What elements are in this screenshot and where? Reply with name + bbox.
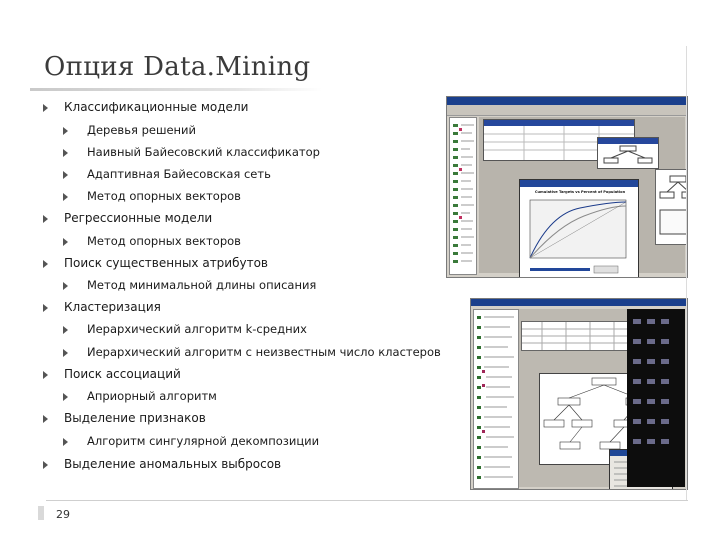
bullet-text: Поиск ассоциаций (64, 367, 181, 381)
sub-bullet-text: Априорный алгоритм (87, 389, 217, 403)
sub-bullet (87, 345, 441, 359)
sub-bullet-text: Алгоритм сингулярной декомпозиции (87, 434, 320, 448)
sub-bullet-text: Адаптивная Байесовская сеть (87, 167, 271, 181)
sub-bullet (87, 189, 241, 203)
sub-bullet (87, 234, 241, 248)
bullet-arrow-icon (63, 282, 68, 290)
sub-bullet (87, 322, 307, 336)
bullet-arrow-icon (63, 438, 68, 446)
bullet-arrow-icon (43, 215, 48, 223)
bullet-arrow-icon (63, 127, 68, 135)
bullet-arrow-icon (63, 171, 68, 179)
bullet-text: Выделение аномальных выбросов (64, 457, 282, 471)
data-grid-icon (522, 322, 640, 350)
navigator-tree-icon (450, 118, 476, 274)
bullet-arrow-icon (63, 149, 68, 157)
bullet-arrow-icon (63, 393, 68, 401)
tree-diagram-icon (598, 144, 658, 168)
sub-bullet (87, 167, 271, 181)
attribute-bars-icon (627, 309, 685, 487)
bullet-clustering (64, 300, 161, 314)
navigator-panel (449, 117, 477, 275)
sub-bullet (87, 123, 196, 137)
result-panel (655, 169, 688, 245)
sub-bullet (87, 389, 217, 403)
slide-title: Опция Data.Mining (44, 52, 311, 82)
lift-chart-window (519, 179, 639, 278)
page-number: 29 (56, 508, 70, 521)
result-tree-icon (656, 170, 688, 244)
app-toolbar (447, 105, 687, 116)
bullet-arrow-icon (63, 326, 68, 334)
workspace-area (479, 117, 685, 273)
bullet-classification (64, 100, 248, 114)
bullet-arrow-icon (43, 461, 48, 469)
bullet-regression (64, 211, 212, 225)
frame-divider (686, 46, 687, 500)
bullet-text: Поиск существенных атрибутов (64, 256, 268, 270)
footer-rule (46, 500, 688, 501)
bullet-associations (64, 367, 181, 381)
bullet-text: Классификационные модели (64, 100, 249, 114)
bullet-features (64, 411, 206, 425)
bullet-attributes (64, 256, 268, 270)
navigator-tree-icon (474, 310, 518, 488)
sub-bullet-text: Метод минимальной длины описания (87, 278, 317, 292)
app-titlebar (447, 97, 687, 105)
bullet-arrow-icon (63, 238, 68, 246)
bullet-text: Кластеризация (64, 300, 161, 314)
cluster-data-grid (521, 321, 641, 351)
sub-bullet-text: Наивный Байесовский классификатор (87, 145, 320, 159)
bullet-text: Выделение признаков (64, 411, 206, 425)
screenshot-clustering-tool (470, 298, 688, 490)
tree-window (597, 137, 659, 169)
bullet-arrow-icon (43, 415, 48, 423)
sub-bullet-text: Иерархический алгоритм с неизвестным число кластеров (87, 345, 441, 359)
sub-bullet-text: Метод опорных векторов (87, 234, 241, 248)
bullet-text: Регрессионные модели (64, 211, 213, 225)
chart-title: Cumulative Targets vs Percent of Population (534, 190, 626, 194)
sub-bullet-text: Метод опорных векторов (87, 189, 241, 203)
attribute-panel (627, 309, 685, 487)
footer-marker (38, 506, 44, 520)
screenshot-classification-tool (446, 96, 688, 278)
lift-chart-icon (520, 196, 638, 278)
navigator-panel (473, 309, 519, 489)
sub-bullet (87, 278, 316, 292)
bullet-arrow-icon (63, 193, 68, 201)
sub-bullet-text: Деревья решений (87, 123, 197, 137)
app-titlebar (471, 299, 687, 306)
bullet-arrow-icon (43, 371, 48, 379)
sub-bullet (87, 145, 320, 159)
bullet-anomalies (64, 457, 281, 471)
bullet-arrow-icon (43, 304, 48, 312)
bullet-arrow-icon (43, 104, 48, 112)
bullet-arrow-icon (43, 260, 48, 268)
bullet-arrow-icon (63, 349, 68, 357)
sub-bullet (87, 434, 319, 448)
sub-bullet-text: Иерархический алгоритм k-средних (87, 322, 307, 336)
